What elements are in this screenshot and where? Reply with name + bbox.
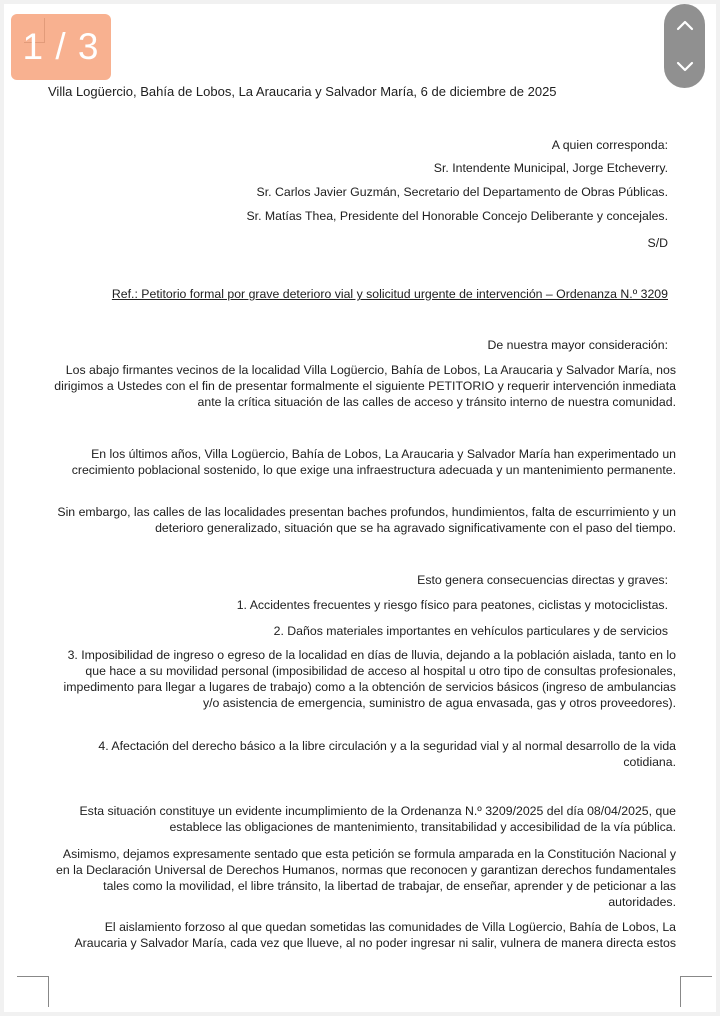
recipient-line: S/D bbox=[647, 236, 668, 250]
recipient-line: Sr. Matías Thea, Presidente del Honorable Concejo Deliberante y concejales. bbox=[246, 209, 668, 223]
place-date: Villa Logüercio, Bahía de Lobos, La Araucaria y Salvador María, 6 de diciembre de 2025 bbox=[48, 84, 557, 99]
page-navigation bbox=[664, 4, 705, 88]
consequence-item: 3. Imposibilidad de ingreso o egreso de la localidad en días de lluvia, dejando a la población aislada, tanto en lo que hace a su movilidad personal (imposibilidad de acceso al hospital u otro tipo de consultas profesionales, impedimento para llegar a lugares de trabajo) como a la obtención de servicios básicos (ingreso de ambulancias y/o asistencia de emergencia, suministro de agua envasada, gas y otros proveedores). bbox=[63, 648, 676, 710]
paragraph-intro: Los abajo firmantes vecinos de la localidad Villa Logüercio, Bahía de Lobos, La Araucaria y Salvador María, nos dirigimos a Ustedes con el fin de presentar formalmente el siguiente PETITORIO y requerir intervención inmediata ante la crítica situación de las calles de acceso y tránsito interno de nuestra comunidad. bbox=[54, 363, 676, 409]
paragraph-growth: En los últimos años, Villa Logüercio, Bahía de Lobos, La Araucaria y Salvador María han experimentado un crecimiento poblacional sostenido, lo que exige una infraestructura adecuada y un mantenimiento permanente. bbox=[71, 447, 676, 477]
paragraph-isolation: El aislamiento forzoso al que quedan sometidas las comunidades de Villa Logüercio, Bahía de Lobos, La Araucaria y Salvador María, cada vez que llueve, al no poder ingresar ni salir, vulnera de manera directa estos bbox=[74, 920, 676, 950]
chevron-down-icon bbox=[676, 61, 694, 73]
page-counter: 1 / 3 bbox=[11, 14, 111, 80]
consequence-item: 2. Daños materiales importantes en vehículos particulares y de servicios bbox=[273, 624, 668, 638]
consequences-intro: Esto genera consecuencias directas y graves: bbox=[417, 573, 668, 587]
paragraph-rights: Asimismo, dejamos expresamente sentado que esta petición se formula amparada en la Constitución Nacional y en la Declaración Universal de Derechos Humanos, normas que reconocen y garantizan derechos fundamentales tales como la movilidad, el libre tránsito, la libertad de trabajar, de enseñar, aprender y de peticionar a las autoridades. bbox=[56, 847, 676, 909]
crop-mark bbox=[17, 976, 49, 1007]
consequence-item: 1. Accidentes frecuentes y riesgo físico para peatones, ciclistas y motociclistas. bbox=[236, 598, 668, 612]
document-page bbox=[4, 4, 716, 1012]
salutation: De nuestra mayor consideración: bbox=[487, 338, 668, 352]
chevron-up-icon bbox=[676, 19, 694, 31]
recipient-line: A quien corresponda: bbox=[551, 138, 668, 152]
recipient-line: Sr. Carlos Javier Guzmán, Secretario del Departamento de Obras Públicas. bbox=[256, 185, 668, 199]
reference-line: Ref.: Petitorio formal por grave deterioro vial y solicitud urgente de intervención – Ordenanza N.º 3209 bbox=[111, 287, 668, 301]
paragraph-ordinance: Esta situación constituye un evidente incumplimiento de la Ordenanza N.º 3209/2025 del día 08/04/2025, que establece las obligaciones de mantenimiento, transitabilidad y accesibilidad de la vía pública. bbox=[79, 804, 676, 834]
crop-mark bbox=[680, 976, 712, 1007]
paragraph-problems: Sin embargo, las calles de las localidades presentan baches profundos, hundimientos, falta de escurrimiento y un deterioro generalizado, situación que se ha agravado significativamente con el paso del tiempo. bbox=[57, 505, 676, 535]
recipient-line: Sr. Intendente Municipal, Jorge Etcheverry. bbox=[433, 161, 668, 175]
consequence-item: 4. Afectación del derecho básico a la libre circulación y a la seguridad vial y al normal desarrollo de la vida cotidiana. bbox=[98, 739, 676, 769]
next-page-button[interactable] bbox=[664, 46, 705, 88]
previous-page-button[interactable] bbox=[664, 4, 705, 46]
